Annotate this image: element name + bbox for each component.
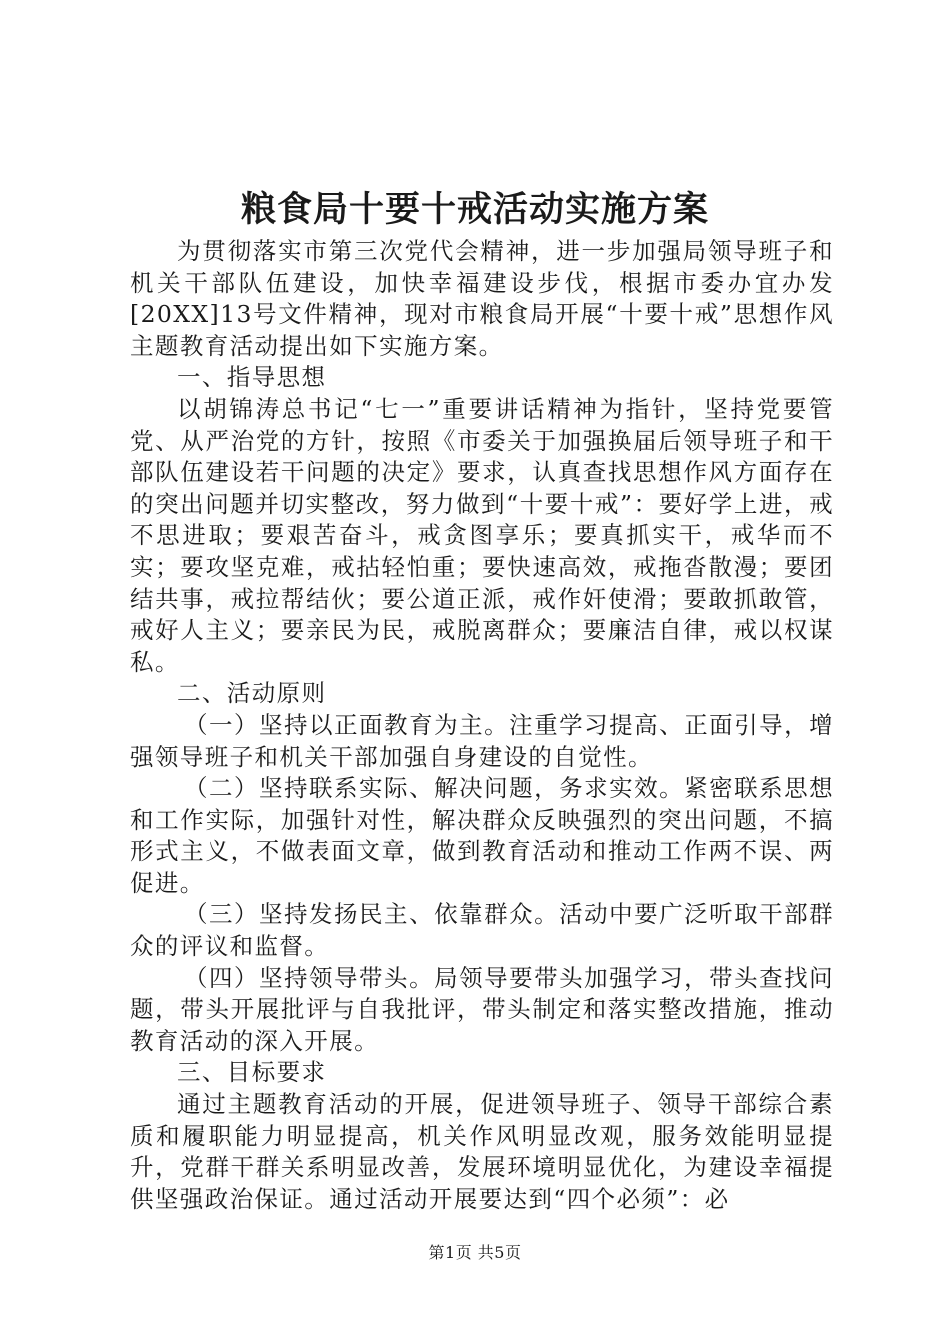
section-heading: 一、指导思想 xyxy=(177,363,327,392)
document-title: 粮食局十要十戒活动实施方案 xyxy=(240,189,709,230)
list-item: （二）坚持联系实际、解决问题，务求实效。紧密联系思想和工作实际，加强针对性，解决群众反映强烈的突出问题，不搞形式主义，不做表面文章，做到教育活动和推动工作两不误、两促进。 xyxy=(130,774,834,897)
paragraph: 为贯彻落实市第三次党代会精神，进一步加强局领导班子和机关干部队伍建设，加快幸福建设步伐，根据市委办宜办发[20XX]13号文件精神，现对市粮食局开展“十要十戒”思想作风主题教育活动提出如下实施方案。 xyxy=(130,237,834,360)
page-footer: 第1页 共5页 xyxy=(428,1243,522,1262)
paragraph: 以胡锦涛总书记“七一”重要讲话精神为指针，坚持党要管党、从严治党的方针，按照《市委关于加强换届后领导班子和干部队伍建设若干问题的决定》要求，认真查找思想作风方面存在的突出问题并切实整改，努力做到“十要十戒”：要好学上进，戒不思进取；要艰苦奋斗，戒贪图享乐；要真抓实干，戒华而不实；要攻坚克难，戒拈轻怕重；要快速高效，戒拖沓散漫；要团结共事，戒拉帮结伙；要公道正派，戒作奸使滑；要敢抓敢管，戒好人主义；要亲民为民，戒脱离群众；要廉洁自律，戒以权谋私。 xyxy=(130,394,834,676)
section-heading: 三、目标要求 xyxy=(177,1058,327,1087)
document-body xyxy=(130,236,834,1215)
list-item: （三）坚持发扬民主、依靠群众。活动中要广泛听取干部群众的评议和监督。 xyxy=(130,900,834,961)
list-item: （四）坚持领导带头。局领导要带头加强学习，带头查找问题，带头开展批评与自我批评，带头制定和落实整改措施，推动教育活动的深入开展。 xyxy=(130,963,834,1055)
section-heading: 二、活动原则 xyxy=(177,679,327,708)
paragraph: 通过主题教育活动的开展，促进领导班子、领导干部综合素质和履职能力明显提高，机关作风明显改观，服务效能明显提升，党群干群关系明显改善，发展环境明显优化，为建设幸福提供坚强政治保证。通过活动开展要达到“四个必须”：必 xyxy=(130,1090,834,1213)
list-item: （一）坚持以正面教育为主。注重学习提高、正面引导，增强领导班子和机关干部加强自身建设的自觉性。 xyxy=(130,710,834,771)
